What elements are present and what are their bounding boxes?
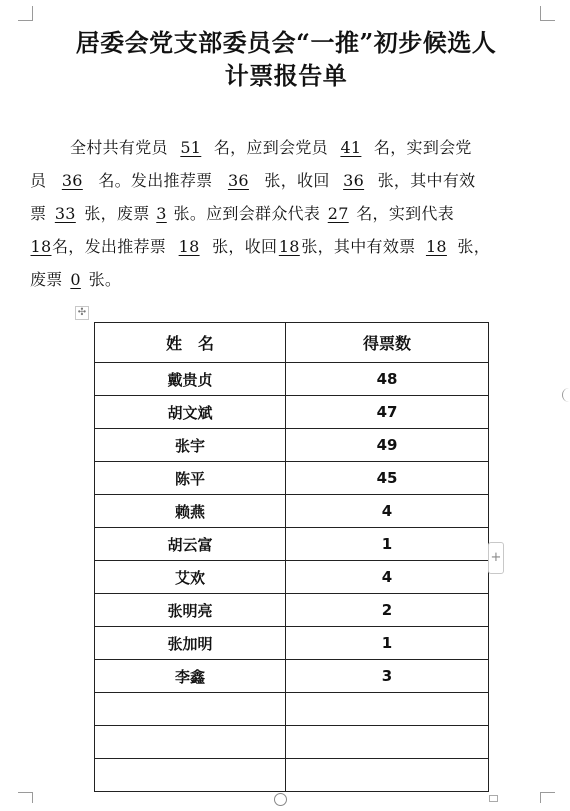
table-row <box>95 429 489 462</box>
table-header-row <box>95 323 489 363</box>
document-title <box>26 26 546 92</box>
vote-count-cell: 1 <box>286 627 489 660</box>
candidate-name-cell: 张明亮 <box>95 594 286 627</box>
candidate-name-cell <box>95 693 286 726</box>
crop-mark-top-right <box>540 6 555 21</box>
candidate-name-cell <box>95 759 286 792</box>
vote-count-cell <box>286 759 489 792</box>
margin-marker <box>562 388 570 402</box>
vote-count-cell: 3 <box>286 660 489 693</box>
candidate-name-cell: 张加明 <box>95 627 286 660</box>
vote-table-body <box>95 363 489 792</box>
total-members-value: 51 <box>180 138 202 157</box>
candidate-name-cell <box>95 726 286 759</box>
candidate-name-cell: 戴贵贞 <box>95 363 286 396</box>
crop-mark-bottom-left <box>18 792 33 803</box>
candidate-name-cell: 张宇 <box>95 429 286 462</box>
vote-count-cell <box>286 726 489 759</box>
report-line-1: 全村共有党员 51 名，应到会党员 41 名，实到会党 <box>30 131 552 164</box>
report-line-3: 票 33 张，废票 3 张。应到会群众代表 27 名，实到代表 <box>30 197 552 230</box>
candidate-name-cell: 陈平 <box>95 462 286 495</box>
title-line-1: 居委会党支部委员会“一推”初步候选人 <box>75 28 497 57</box>
crop-mark-bottom-right <box>540 792 555 803</box>
table-row <box>95 363 489 396</box>
report-line-4: 18名，发出推荐票 18 张，收回18张，其中有效票 18 张， <box>30 230 552 263</box>
column-header-name: 姓 名 <box>95 323 286 363</box>
rep-valid-value: 18 <box>425 237 447 256</box>
table-row <box>95 627 489 660</box>
plus-icon[interactable]: + <box>488 542 504 574</box>
candidate-name-cell: 艾欢 <box>95 561 286 594</box>
table-row <box>95 561 489 594</box>
ballots-returned-value: 36 <box>343 171 365 190</box>
vote-count-cell: 49 <box>286 429 489 462</box>
rep-returned-value: 18 <box>278 237 300 256</box>
candidate-name-cell: 胡文斌 <box>95 396 286 429</box>
table-row <box>95 396 489 429</box>
table-row <box>95 462 489 495</box>
vote-count-cell: 4 <box>286 495 489 528</box>
table-row <box>95 660 489 693</box>
should-attend-value: 41 <box>340 138 362 157</box>
table-row <box>95 594 489 627</box>
vote-count-cell: 45 <box>286 462 489 495</box>
vote-table <box>94 322 489 792</box>
vote-count-cell: 2 <box>286 594 489 627</box>
candidate-name-cell: 李鑫 <box>95 660 286 693</box>
vote-count-cell: 48 <box>286 363 489 396</box>
table-row <box>95 528 489 561</box>
vote-count-cell: 1 <box>286 528 489 561</box>
candidate-name-cell: 胡云富 <box>95 528 286 561</box>
column-header-votes: 得票数 <box>286 323 489 363</box>
table-resize-corner[interactable] <box>489 795 498 802</box>
actual-attend-value: 36 <box>61 171 83 190</box>
rep-issued-value: 18 <box>178 237 200 256</box>
move-icon[interactable]: ✣ <box>75 306 89 320</box>
rep-actual-value: 18 <box>30 237 52 256</box>
invalid-ballots-value: 3 <box>156 204 167 223</box>
candidate-name-cell: 赖燕 <box>95 495 286 528</box>
vote-count-cell: 47 <box>286 396 489 429</box>
report-line-5: 废票 0 张。 <box>30 263 552 296</box>
title-line-2: 计票报告单 <box>224 61 348 90</box>
table-row <box>95 726 489 759</box>
table-row <box>95 495 489 528</box>
table-row <box>95 693 489 726</box>
table-row <box>95 759 489 792</box>
crop-mark-top-left <box>18 6 33 21</box>
vote-count-cell <box>286 693 489 726</box>
ballots-issued-value: 36 <box>227 171 249 190</box>
report-line-2: 员 36 名。发出推荐票 36 张，收回 36 张，其中有效 <box>30 164 552 197</box>
report-paragraph <box>30 131 552 296</box>
rep-invalid-value: 0 <box>70 270 81 289</box>
table-resize-handle[interactable] <box>274 793 287 806</box>
valid-ballots-value: 33 <box>54 204 76 223</box>
vote-count-cell: 4 <box>286 561 489 594</box>
rep-should-value: 27 <box>327 204 349 223</box>
